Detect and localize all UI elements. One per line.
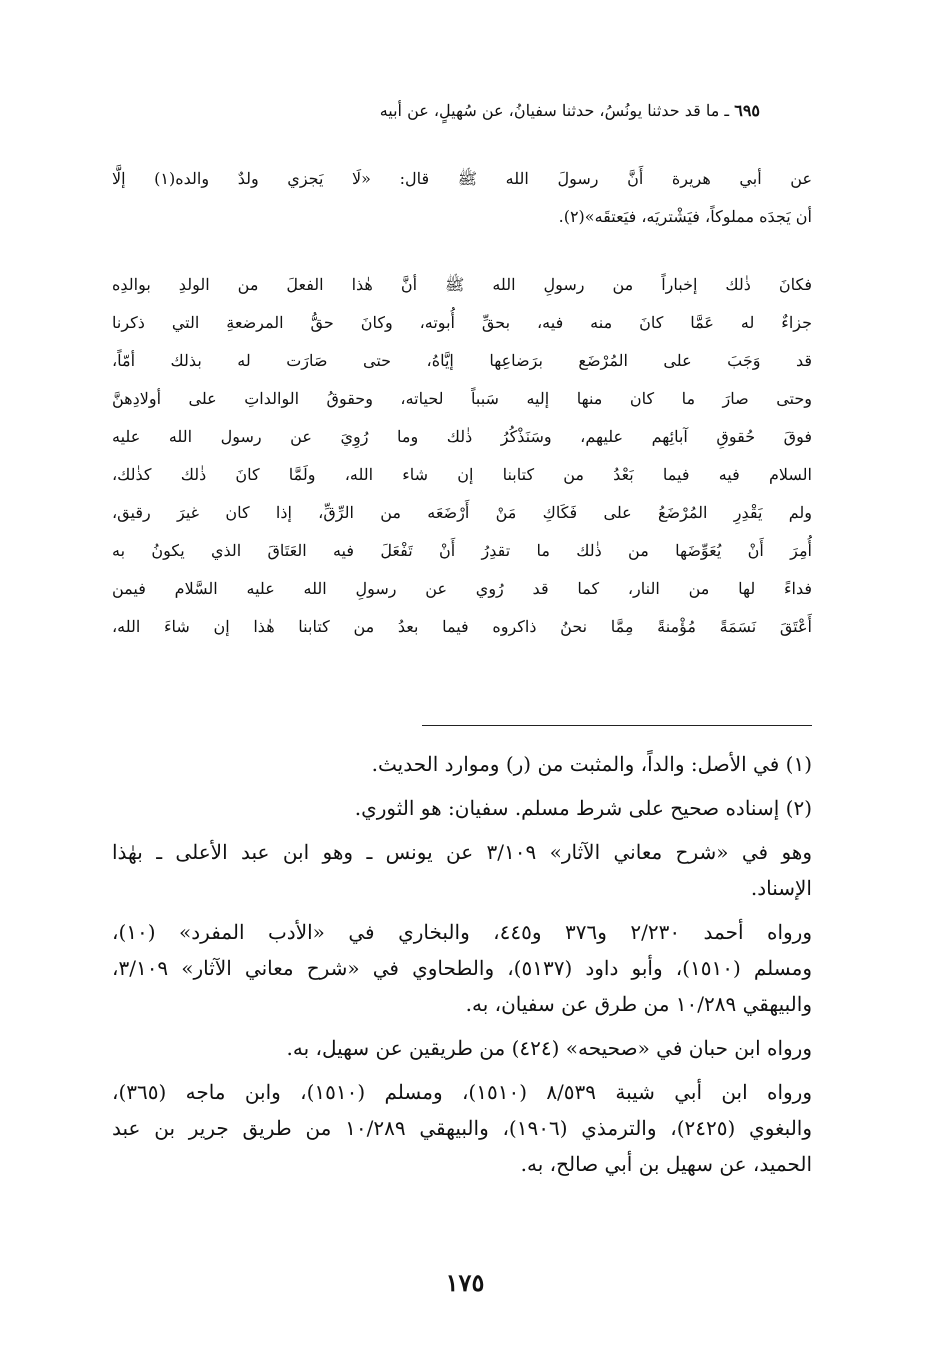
commentary-paragraph [112,266,812,646]
footnote-2-ahmad [112,914,812,1022]
commentary-line: فداءً لها من النار، كما قد رُوي عن رسولِ الله عليه السَّلام فيمن [112,579,812,598]
footnote-line: ورواه ابن حبان في «صحيحه» (٤٢٤) من طريقين عن سهيل، به. [286,1036,812,1060]
footnote-line: (١) في الأصل: والداً، والمثبت من (ر) وموارد الحديث. [371,752,812,776]
hadith-isnad: ـ ما قد حدثنا يونُسُ، حدثنا سفيانُ، عن سُهيلٍ، عن أبيه [379,101,730,120]
footnote-separator [422,725,812,726]
footnote-2-ibn-hibban [112,1030,812,1066]
footnote-1 [112,746,812,782]
commentary-line: فوقَ حُقوقِ آبائِهم عليهم، وسَنَذْكُرُ ذٰلك وما رُوِيَ عن رسول الله عليه [112,427,812,446]
footnote-line: ورواه ابن أبي شيبة ٨/٥٣٩ (١٥١٠)، ومسلم (١٥١٠)، وابن ماجه (٣٦٥)، [112,1080,812,1104]
hadith-line-1 [160,92,760,130]
footnote-line: الحميد، عن سهيل بن أبي صالح، به. [520,1152,812,1176]
commentary-line: وحتى صارَ ما كان منها إليه سَبباً لحياته، وحقوقُ الوالداتِ على أولادِهنَّ [112,389,812,408]
commentary-line: ولم يَقْدِرِ المُرْضَعُ على فَكَاكِ مَنْ أَرْضَعَه من الرِّقِّ، إذا كان غيرَ رقيق، [112,503,812,522]
hadith-number: ٦٩٥ [734,101,760,120]
commentary-line: السلام فيه فيما بَعْدُ من كتابنا إن شاء الله، ولَمَّا كانَ ذٰلك كذٰلك، [112,465,812,484]
footnotes [112,746,812,1182]
footnote-2-ibn-abi-shayba [112,1074,812,1182]
footnote-line: وهو في «شرح معاني الآثار» ٣/١٠٩ عن يونس ـ وهو ابن عبد الأعلى ـ بهٰذا [112,840,812,864]
hadith-line-3: أن يَجدَه مملوكاً، فيَشْتريَه، فيَعتقَه»(٢). [558,207,812,226]
hadith-header [160,92,760,130]
commentary-line: جزاءٌ له عَمَّا كانَ منه فيه، بحقِّ أُبوته، وكانَ حقُّ المرضعةِ التي ذكرنا [112,313,812,332]
commentary-line: أُمِرَ أَنْ يُعَوِّضَها من ذٰلك ما تقدِرُ أَنْ تَفْعَلَ فيه العَتَاقَ الذي يكونُ به [112,541,812,560]
footnote-line: الإسناد. [750,876,812,900]
footnote-2 [112,790,812,826]
footnote-line: ومسلم (١٥١٠)، وأبو داود (٥١٣٧)، والطحاوي في «شرح معاني الآثار» ٣/١٠٩، [112,956,812,980]
footnote-line: والبغوي (٢٤٢٥)، والترمذي (١٩٠٦)، والبيهقي ١٠/٢٨٩ من طريق جرير بن عبد [112,1116,812,1140]
footnote-line: والبيهقي ١٠/٢٨٩ من طرق عن سفيان، به. [465,992,812,1016]
footnote-2-source [112,834,812,906]
commentary-line: قد وَجَبَ على المُرْضَع برَضاعِها إيَّاهُ، حتى صَارَت له بذلك أمّاً، [112,351,812,370]
commentary-line: أَعْتَقَ نَسَمَةً مُؤْمنةً مِمَّا نحنُ ذاكروه فيما بعدُ من كتابنا هٰذا إن شاءَ الله، [112,617,812,636]
footnote-line: (٢) إسناده صحيح على شرط مسلم. سفيان: هو الثوري. [354,796,812,820]
footnote-line: ورواه أحمد ٢/٢٣٠ و٣٧٦ و٤٤٥، والبخاري في «الأدب المفرد» (١٠)، [112,920,812,944]
hadith-text [112,160,812,236]
page-number: ١٧٥ [445,1268,485,1297]
commentary-line: فكانَ ذٰلك إخباراً من رسولِ الله ﷺ أنَّ هٰذا الفعلَ من الولدِ بوالدِه [112,275,812,294]
hadith-line-2: عن أبي هريرة أَنَّ رسولَ الله ﷺ قال: «لَا يَجزي ولدٌ والده(١) إلَّا [112,169,812,188]
